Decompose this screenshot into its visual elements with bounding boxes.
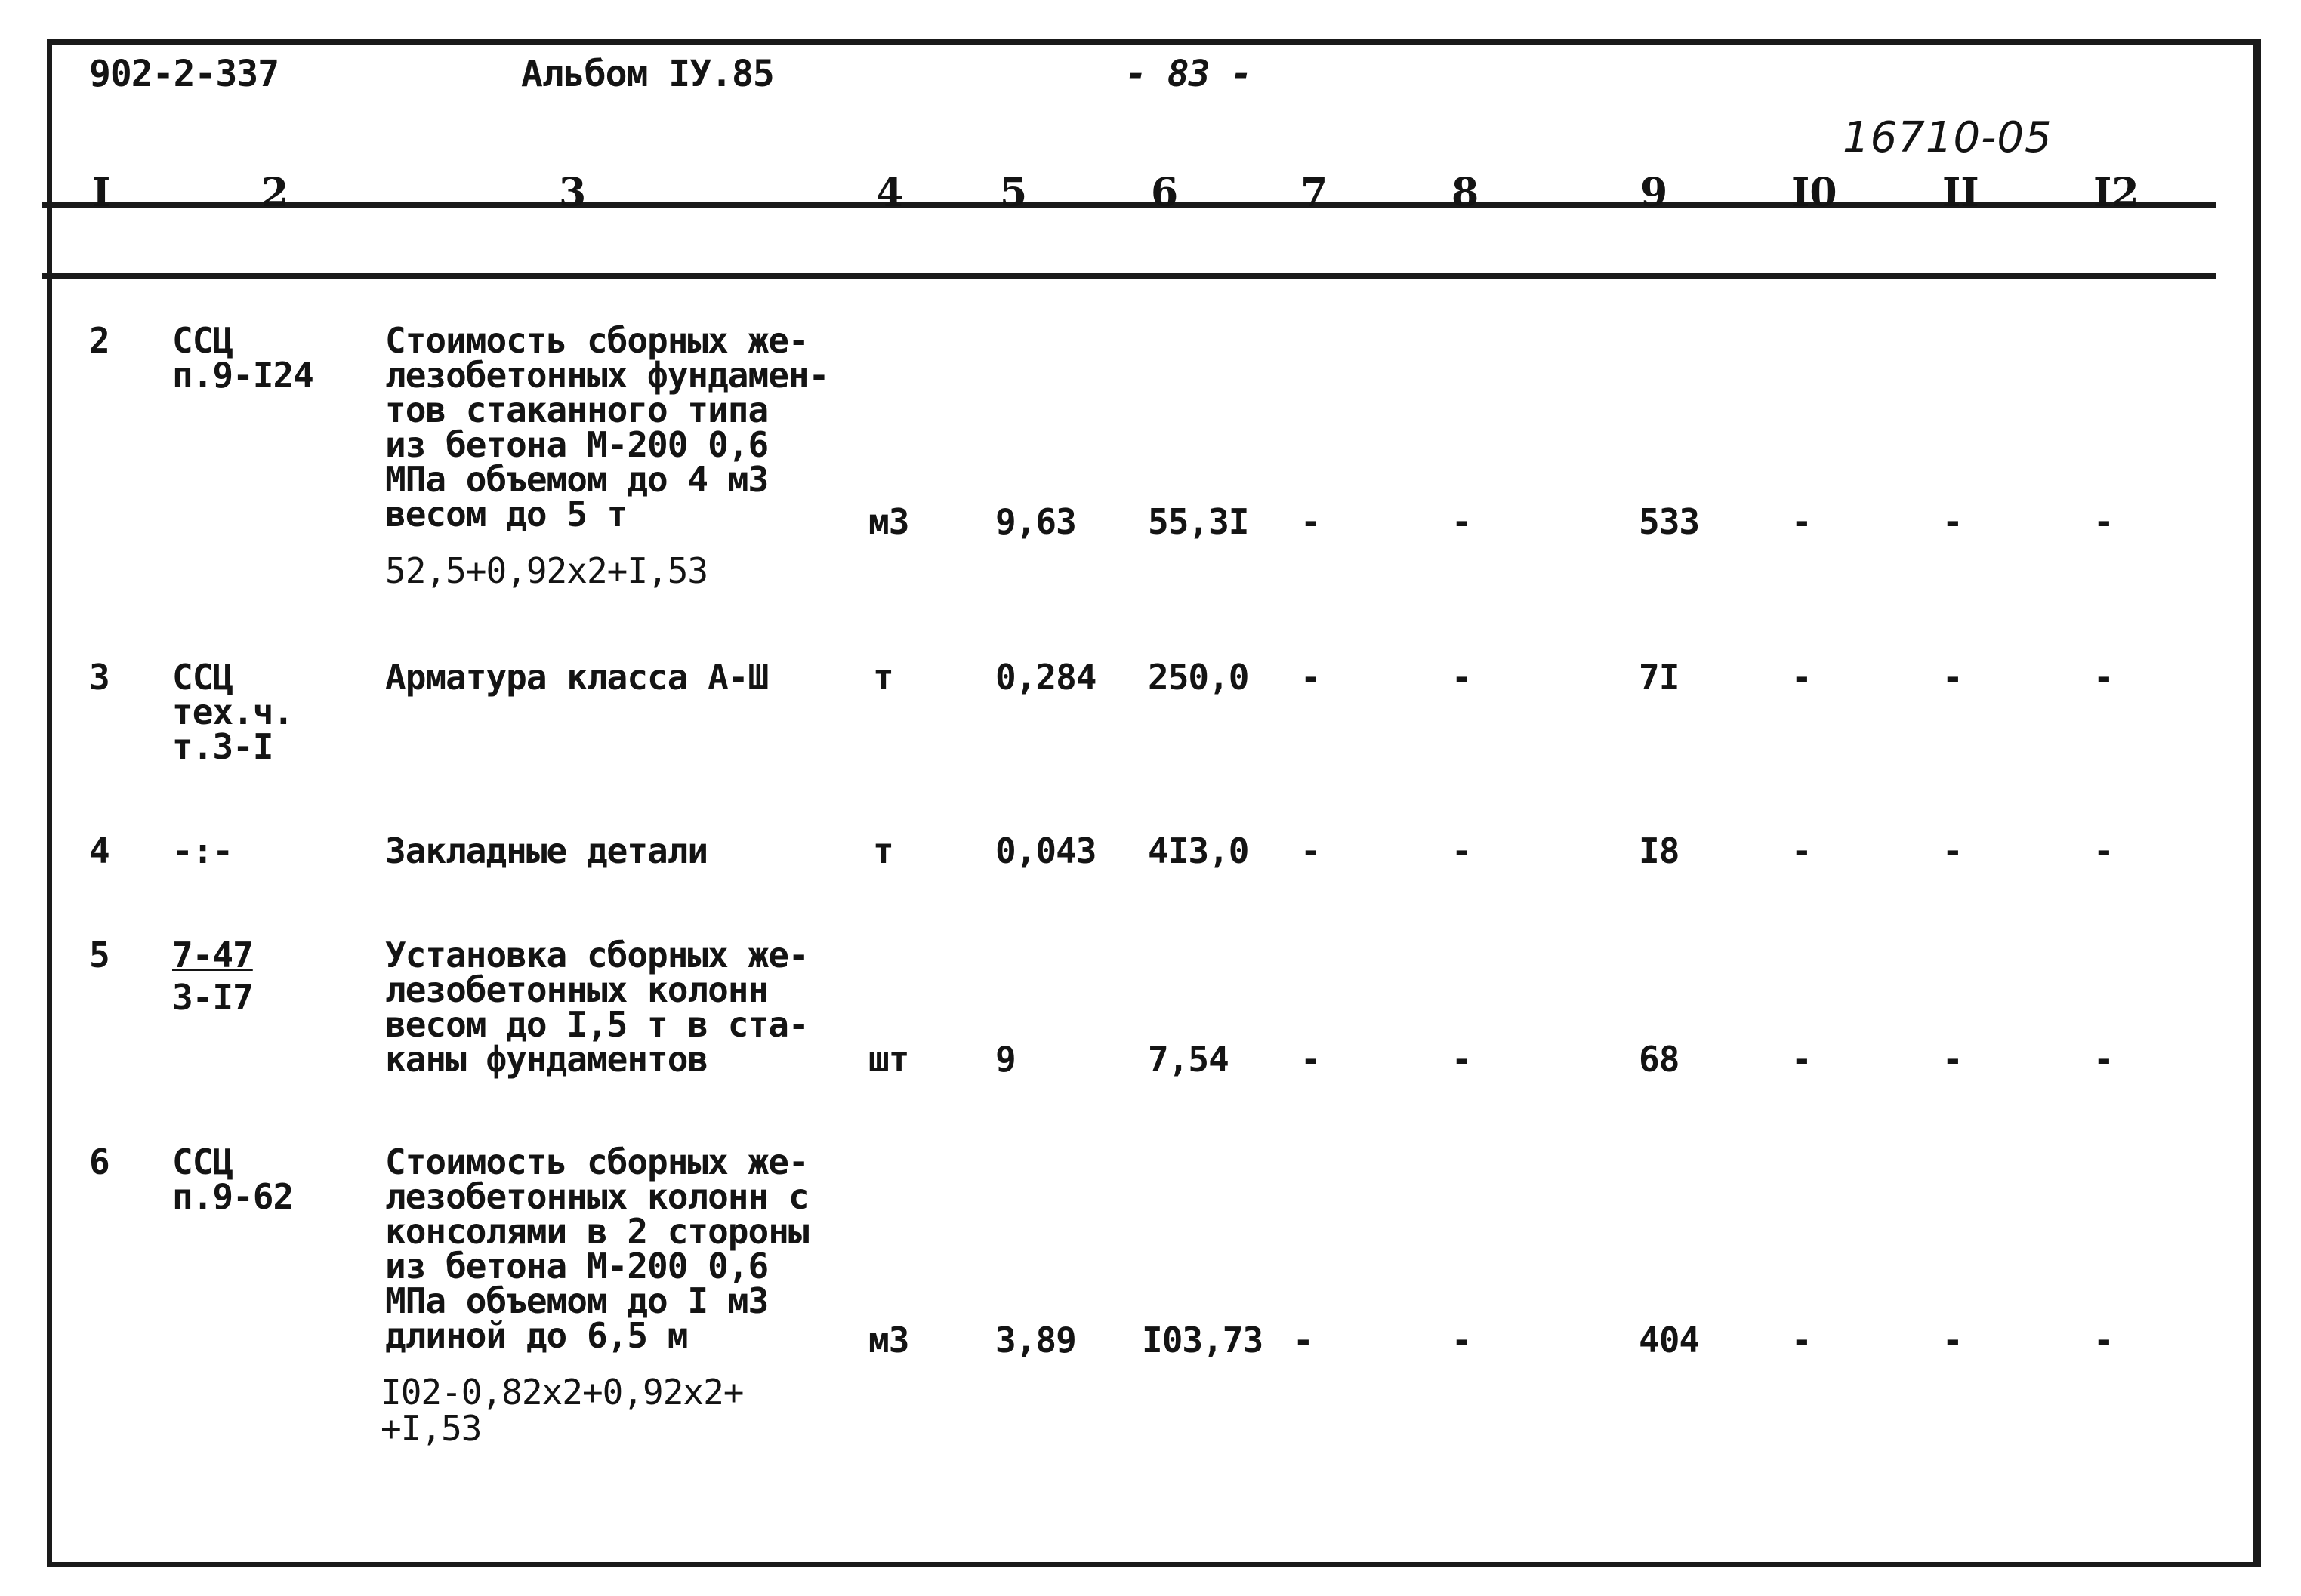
row-reference: ССЦ тех.ч. т.3-I <box>172 657 294 767</box>
row-unit: м3 <box>868 501 909 542</box>
column-number-7: 7 <box>1300 170 1328 216</box>
header-rule-top <box>42 202 2216 208</box>
row-unit: м3 <box>868 1320 909 1360</box>
row-col7: - <box>1300 830 1321 871</box>
row-col12: - <box>2093 830 2114 871</box>
row-col9: I8 <box>1639 830 1679 871</box>
row-description: Стоимость сборных же- лезобетонных фундамен- тов стаканного типа из бетона М-200 0,6 МПа объемом до 4 м3 весом до 5 т <box>385 320 829 535</box>
row-unit: шт <box>868 1039 909 1080</box>
row-price: I03,73 <box>1142 1320 1263 1360</box>
column-number-5: 5 <box>1000 170 1028 216</box>
column-number-8: 8 <box>1451 170 1479 216</box>
row-description: Закладные детали <box>385 830 708 871</box>
column-number-1: I <box>92 170 111 216</box>
row-formula: I02-0,82х2+0,92х2+ +I,53 <box>381 1372 744 1449</box>
row-reference: 7-47 3-I7 <box>172 935 253 1018</box>
row-unit: т <box>873 830 893 871</box>
row-col10: - <box>1791 830 1812 871</box>
column-number-9: 9 <box>1640 170 1668 216</box>
column-number-12: I2 <box>2093 170 2139 216</box>
column-number-11: II <box>1942 170 1979 216</box>
row-col12: - <box>2093 501 2114 542</box>
album-label: Альбом IУ.85 <box>521 53 774 95</box>
row-col7: - <box>1293 1320 1313 1360</box>
row-col10: - <box>1791 501 1812 542</box>
row-unit: т <box>873 657 893 698</box>
row-col12: - <box>2093 1320 2114 1360</box>
row-number: 2 <box>89 320 109 361</box>
row-number: 5 <box>89 935 109 975</box>
row-col8: - <box>1451 1320 1472 1360</box>
row-col9: 7I <box>1639 657 1679 698</box>
row-quantity: 9 <box>995 1039 1016 1080</box>
column-number-10: I0 <box>1791 170 1837 216</box>
row-col10: - <box>1791 1320 1812 1360</box>
column-number-2: 2 <box>261 170 289 216</box>
row-col12: - <box>2093 657 2114 698</box>
row-col7: - <box>1300 1039 1321 1080</box>
row-reference: ССЦ п.9-I24 <box>172 320 313 396</box>
handwritten-number: 16710-05 <box>1843 113 2053 162</box>
row-formula: 52,5+0,92х2+I,53 <box>385 550 708 591</box>
row-price: 55,3I <box>1148 501 1249 542</box>
row-col7: - <box>1300 501 1321 542</box>
row-quantity: 9,63 <box>995 501 1076 542</box>
row-col8: - <box>1451 830 1472 871</box>
row-price: 4I3,0 <box>1148 830 1249 871</box>
row-col10: - <box>1791 1039 1812 1080</box>
row-description: Установка сборных же- лезобетонных колонн весом до I,5 т в ста- каны фундаментов <box>385 935 809 1080</box>
row-col11: - <box>1942 830 1963 871</box>
row-number: 4 <box>89 830 109 871</box>
column-number-3: 3 <box>559 170 587 216</box>
row-col8: - <box>1451 1039 1472 1080</box>
row-number: 6 <box>89 1142 109 1182</box>
header-rule-bottom <box>42 273 2216 279</box>
row-quantity: 0,043 <box>995 830 1097 871</box>
row-col11: - <box>1942 1320 1963 1360</box>
row-number: 3 <box>89 657 109 698</box>
row-quantity: 3,89 <box>995 1320 1076 1360</box>
row-quantity: 0,284 <box>995 657 1097 698</box>
row-col12: - <box>2093 1039 2114 1080</box>
row-col7: - <box>1300 657 1321 698</box>
row-col11: - <box>1942 657 1963 698</box>
row-col8: - <box>1451 657 1472 698</box>
row-col11: - <box>1942 501 1963 542</box>
row-col9: 404 <box>1639 1320 1700 1360</box>
row-col9: 533 <box>1639 501 1700 542</box>
row-col8: - <box>1451 501 1472 542</box>
row-reference: ССЦ п.9-62 <box>172 1142 294 1217</box>
row-price: 7,54 <box>1148 1039 1229 1080</box>
row-price: 250,0 <box>1148 657 1249 698</box>
row-description: Стоимость сборных же- лезобетонных колонн с консолями в 2 стороны из бетона М-200 0,6 МПа объемом до I м3 длиной до 6,5 м <box>385 1142 809 1356</box>
row-description: Арматура класса А-Ш <box>385 657 769 698</box>
row-col10: - <box>1791 657 1812 698</box>
row-reference: -:- <box>172 830 233 871</box>
row-col11: - <box>1942 1039 1963 1080</box>
column-number-6: 6 <box>1151 170 1179 216</box>
document-code: 902-2-337 <box>89 53 279 95</box>
column-number-4: 4 <box>876 170 904 216</box>
row-col9: 68 <box>1639 1039 1679 1080</box>
page-number: - 83 - <box>1125 53 1252 95</box>
